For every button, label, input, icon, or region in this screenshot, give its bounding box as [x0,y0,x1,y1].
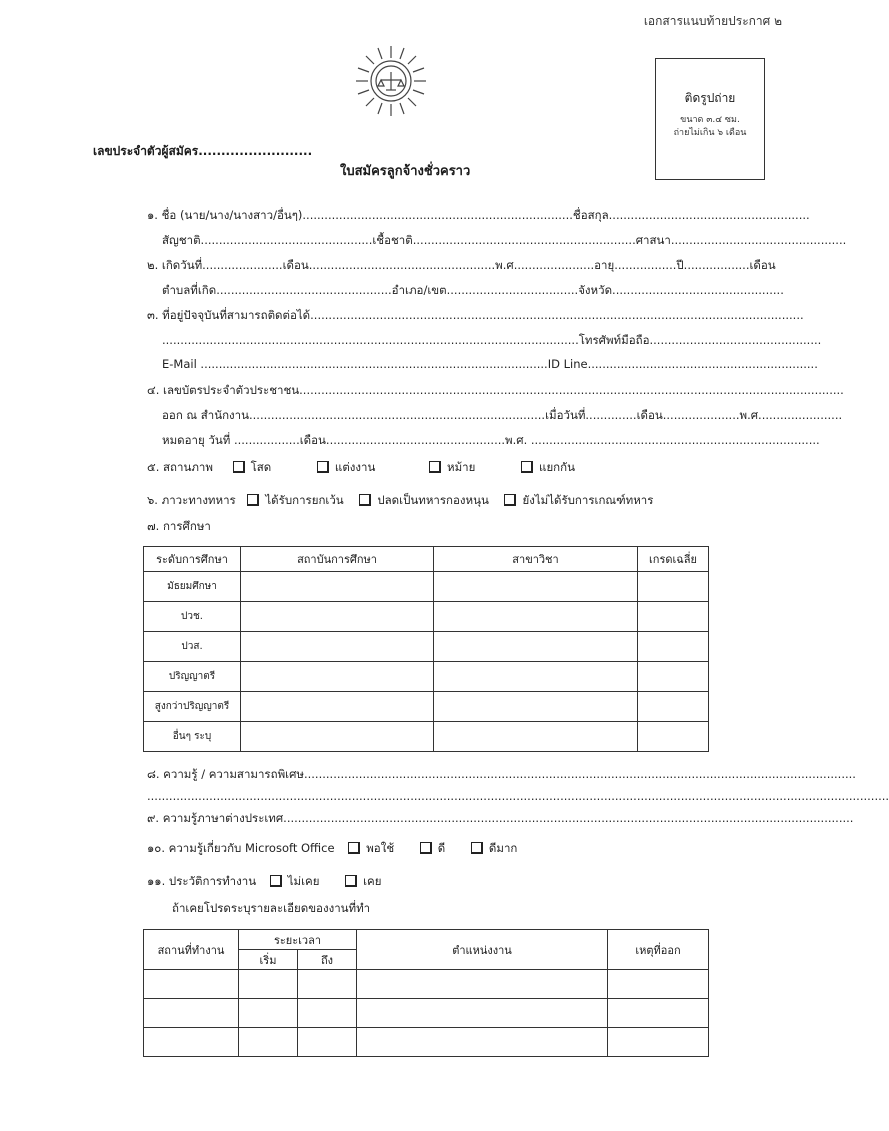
edu-input-cell[interactable] [241,632,434,662]
edu-input-cell[interactable] [638,722,709,752]
birthdate-line[interactable]: ๒. เกิดวันที่......................เดือน...................................................พ.ศ......................อายุ.................ปี..................เดือน [147,258,776,272]
edu-level-cell: ปวส. [144,632,241,662]
work-header-period: ระยะเวลา [239,930,357,950]
address-line[interactable]: ๓. ที่อยู่ปัจจุบันที่สามารถติดต่อได้....................................................................................................................................... [147,308,804,322]
checkbox-icon[interactable] [233,461,245,473]
edu-input-cell[interactable] [434,692,638,722]
work-history-label: ๑๑. ประวัติการทำงาน [147,874,257,888]
photo-age: ถ่ายไม่เกิน ๖ เดือน [673,128,747,138]
work-input-cell[interactable] [608,1028,709,1057]
edu-level-cell: ปริญญาตรี [144,662,241,692]
work-input-cell[interactable] [608,970,709,999]
table-row [144,999,709,1028]
edu-input-cell[interactable] [638,572,709,602]
status-widowed-option[interactable]: หม้าย [429,459,475,477]
edu-input-cell[interactable] [638,662,709,692]
work-input-cell[interactable] [357,970,608,999]
work-input-cell[interactable] [144,999,239,1028]
checkbox-icon[interactable] [317,461,329,473]
work-input-cell[interactable] [298,970,357,999]
office-verygood-option[interactable]: ดีมาก [471,840,517,858]
table-row [144,692,709,722]
edu-input-cell[interactable] [241,662,434,692]
work-header-start: เริ่ม [239,950,298,970]
work-header-end: ถึง [298,950,357,970]
document-reference: เอกสารแนบท้ายประกาศ ๒ [643,14,782,28]
work-history-table [143,929,709,1057]
edu-level-cell: สูงกว่าปริญญาตรี [144,692,241,722]
checkbox-icon[interactable] [429,461,441,473]
table-row [144,722,709,752]
edu-input-cell[interactable] [638,632,709,662]
edu-input-cell[interactable] [241,692,434,722]
edu-level-cell: ปวช. [144,602,241,632]
status-single-option[interactable]: โสด [233,459,272,477]
edu-input-cell[interactable] [434,632,638,662]
name-line[interactable]: ๑. ชื่อ (นาย/นาง/นางสาว/อื่นๆ)..........................................................................ชื่อสกุล....................................................... [147,208,810,222]
military-reserve-option[interactable]: ปลดเป็นทหารกองหนุน [359,492,489,510]
applicant-number: เลขประจำตัวผู้สมัคร......................... [93,144,313,158]
table-row [144,602,709,632]
work-input-cell[interactable] [239,999,298,1028]
work-yes-option[interactable]: เคย [345,873,381,891]
special-skills-line-2[interactable]: ........................................................................................................................................................................................................... [147,789,889,803]
photo-title: ติดรูปถ่าย [684,91,736,105]
marital-status-label: ๕. สถานภาพ [147,460,213,474]
office-fair-option[interactable]: พอใช้ [348,840,394,858]
office-good-option[interactable]: ดี [420,840,445,858]
table-row [144,970,709,999]
edu-level-cell: อื่นๆ ระบุ [144,722,241,752]
work-input-cell[interactable] [608,999,709,1028]
edu-header-institution: สถาบันการศึกษา [241,547,434,572]
edu-input-cell[interactable] [638,602,709,632]
work-input-cell[interactable] [144,970,239,999]
edu-input-cell[interactable] [638,692,709,722]
work-input-cell[interactable] [357,1028,608,1057]
edu-header-level: ระดับการศึกษา [144,547,241,572]
nationality-line[interactable]: สัญชาติ...............................................เชื้อชาติ.............................................................ศาสนา................................................ [162,233,847,247]
edu-level-cell: มัธยมศึกษา [144,572,241,602]
office-skill-row [147,840,539,858]
photo-size: ขนาด ๓.๔ ซม. [680,115,740,125]
table-row [144,1028,709,1057]
work-input-cell[interactable] [239,1028,298,1057]
edu-input-cell[interactable] [434,662,638,692]
military-status-row [147,492,653,510]
military-exempt-option[interactable]: ได้รับการยกเว้น [247,492,343,510]
edu-input-cell[interactable] [434,722,638,752]
edu-input-cell[interactable] [241,722,434,752]
work-history-note: ถ้าเคยโปรดระบุรายละเอียดของงานที่ทำ [172,901,371,915]
issued-line[interactable]: ออก ณ สำนักงาน.................................................................................เมื่อวันที่..............เดือน.....................พ.ศ....................... [162,408,843,422]
checkbox-icon[interactable] [471,842,483,854]
photo-box [655,58,765,180]
military-pending-option[interactable]: ยังไม่ได้รับการเกณฑ์ทหาร [504,492,653,510]
foreign-language-line[interactable]: ๙. ความรู้ภาษาต่างประเทศ............................................................................................................................................................ [147,811,854,825]
education-table [143,546,709,752]
work-header-reason: เหตุที่ออก [608,930,709,970]
checkbox-icon[interactable] [270,875,282,887]
table-row [144,572,709,602]
phone-line[interactable]: ..................................................................................................................โทรศัพท์มือถือ............................................... [162,333,822,347]
edu-header-major: สาขาวิชา [434,547,638,572]
id-card-line[interactable]: ๔. เลขบัตรประจำตัวประชาชน..................................................................................................................................................... [147,383,844,397]
table-row [144,662,709,692]
work-header-place: สถานที่ทำงาน [144,930,239,970]
email-line[interactable]: E-Mail ...............................................................................................ID Line............................................................... [162,357,818,371]
form-title: ใบสมัครลูกจ้างชั่วคราว [340,164,471,179]
special-skills-line[interactable]: ๘. ความรู้ / ความสามารถพิเศษ....................................................................................................................................................... [147,767,856,781]
checkbox-icon[interactable] [348,842,360,854]
checkbox-icon[interactable] [247,494,259,506]
table-row [144,632,709,662]
checkbox-icon[interactable] [345,875,357,887]
checkbox-icon[interactable] [504,494,516,506]
status-separated-option[interactable]: แยกกัน [521,459,575,477]
office-skill-label: ๑๐. ความรู้เกี่ยวกับ Microsoft Office [147,841,335,855]
work-history-row [147,873,403,891]
checkbox-icon[interactable] [359,494,371,506]
marital-status-row [147,459,597,477]
edu-input-cell[interactable] [241,572,434,602]
edu-header-gpa: เกรดเฉลี่ย [638,547,709,572]
work-input-cell[interactable] [357,999,608,1028]
work-input-cell[interactable] [144,1028,239,1057]
military-status-label: ๖. ภาวะทางทหาร [147,493,236,507]
expiry-line[interactable]: หมดอายุ วันที่ ..................เดือน.................................................พ.ศ. ............................................................................... [162,433,820,447]
birthplace-line[interactable]: ตำบลที่เกิด................................................อำเภอ/เขต....................................จังหวัด............................................... [162,283,784,297]
checkbox-icon[interactable] [521,461,533,473]
emblem-seal [354,44,428,118]
work-input-cell[interactable] [298,999,357,1028]
work-header-position: ตำแหน่งงาน [357,930,608,970]
checkbox-icon[interactable] [420,842,432,854]
work-never-option[interactable]: ไม่เคย [270,873,320,891]
education-label: ๗. การศึกษา [147,519,211,533]
work-input-cell[interactable] [298,1028,357,1057]
edu-input-cell[interactable] [434,572,638,602]
edu-input-cell[interactable] [434,602,638,632]
edu-input-cell[interactable] [241,602,434,632]
work-input-cell[interactable] [239,970,298,999]
status-married-option[interactable]: แต่งงาน [317,459,375,477]
